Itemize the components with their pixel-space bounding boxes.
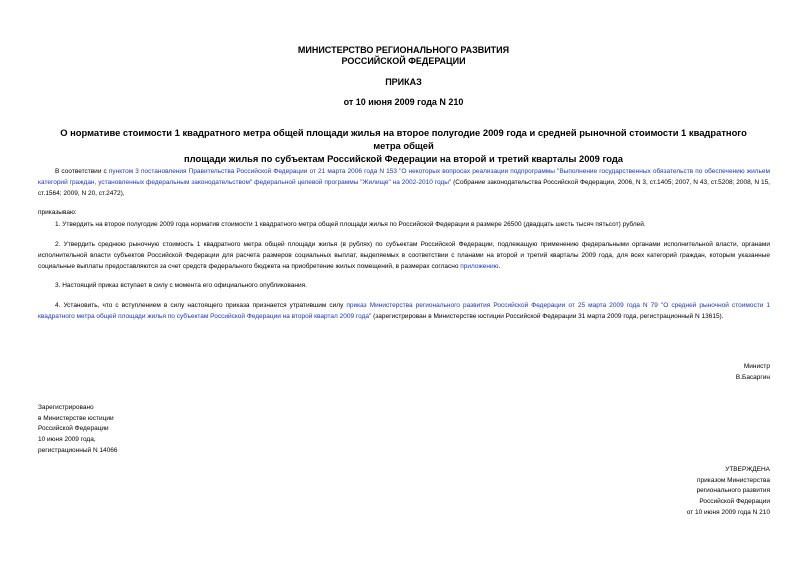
signature-block (640, 362, 770, 383)
item-4-suffix: (зарегистрирован в Министерстве юстиции Российской Федерации 31 марта 2009 года, регистрационный N 13615). (371, 313, 724, 320)
item-2-text: 2. Утвердить среднюю рыночную стоимость 1 квадратного метра общей площади жилья (в рублях) по субъектам Российской Федерации, подлежащую применению федеральными органами исполнительной власти, органами исполнительной власти субъектов Российской Федерации для расчета размеров социальных выплат, выделяемых в соответствии с планами на второй и третий кварталы 2009 года, для всех категорий граждан, которым указанные социальные выплаты предоставляются за счет средств федерального бюджета на приобретение жилых помещений, в размерах согласно (38, 241, 770, 270)
title-line-2: площади жилья по субъектам Российской Федерации на второй и третий кварталы 2009 года (184, 153, 623, 164)
approval-line-5: от 10 июня 2009 года N 210 (686, 508, 770, 516)
ministry-line-2: РОССИЙСКОЙ ФЕДЕРАЦИИ (341, 56, 466, 66)
registration-line-4: 10 июня 2009 года, (38, 436, 96, 444)
item-2 (38, 239, 770, 272)
item-4 (38, 300, 770, 322)
document-type: ПРИКАЗ (385, 77, 422, 87)
preamble-paragraph (38, 166, 770, 199)
registration-line-5: регистрационный N 14066 (38, 446, 118, 454)
appendix-link[interactable]: приложению (460, 263, 499, 270)
title-line-1: О нормативе стоимости 1 квадратного метра общей площади жилья на второе полугодие 2009 года и средней рыночной стоимости 1 квадратного метра общей (60, 127, 747, 151)
document-date-number: от 10 июня 2009 года N 210 (343, 97, 464, 107)
order-word: приказываю: (38, 209, 77, 216)
signature-position: Министр (743, 363, 770, 370)
registration-line-3: Российской Федерации (38, 425, 109, 433)
approval-line-2: приказом Министерства (697, 476, 770, 484)
item-2-end: . (498, 263, 501, 270)
repealed-order-link[interactable]: приказ Министерства регионального развития Российской Федерации от 25 марта 2009 года N 79 "О средней рыночной стоимости 1 квадратного метра общей площади жилья по субъектам Российской Федерации на второй квартал 2009 года" (38, 302, 770, 320)
document-title (60, 126, 747, 165)
approval-line-1: УТВЕРЖДЕНА (725, 466, 770, 473)
approval-line-4: Российской Федерации (699, 498, 770, 506)
preamble-prefix: В соответствии с (55, 168, 109, 175)
signature-name: В.Басаргин (735, 373, 770, 381)
ministry-line-1: МИНИСТЕРСТВО РЕГИОНАЛЬНОГО РАЗВИТИЯ (297, 45, 510, 55)
approval-block (600, 465, 770, 519)
registration-line-2: в Министерстве юстиции (38, 414, 114, 422)
preamble-resolution-link[interactable]: пунктом 3 постановления Правительства Российской Федерации от 21 марта 2006 года N 153 "О некоторых вопросах реализации подпрограммы "Выполнение государственных обязательств по обеспечению жильем категорий граждан, установленных федеральным законодательством" федеральной целевой программы "Жилище" на 2002-2010 годы" (38, 168, 770, 186)
approval-line-3: регионального развития (696, 487, 770, 495)
ministry-name (0, 45, 807, 67)
item-1: 1. Утвердить на второе полугодие 2009 года норматив стоимости 1 квадратного метра общей площади жилья по Российской Федерации в размере 26500 (двадцать шесть тысяч пятьсот) рублей. (55, 221, 646, 228)
item-3: 3. Настоящий приказ вступает в силу с момента его официального опубликования. (55, 282, 307, 289)
registration-block (38, 403, 238, 457)
registration-line-1: Зарегистрировано (38, 404, 94, 411)
item-4-prefix: 4. Установить, что с вступлением в силу настоящего приказа признается утратившим силу (55, 302, 347, 309)
preamble-suffix: (Собрание законодательства Российской Федерации, 2006, N 3, ст.1405; 2007, N 43, ст.5208; 2008, N 15, ст.1564; 2009, N 20, ст.2472), (38, 179, 770, 197)
